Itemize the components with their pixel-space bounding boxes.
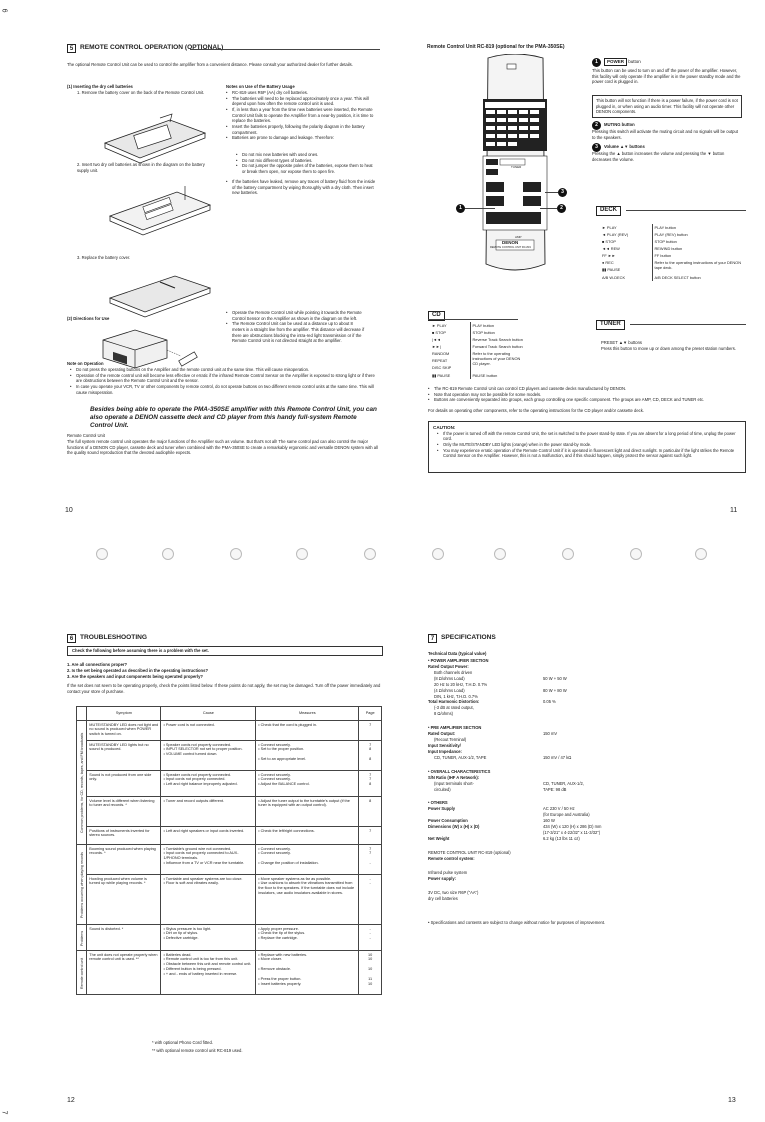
cd-tag: CD bbox=[428, 311, 445, 321]
spec-row bbox=[428, 836, 678, 842]
group-label: Problems bbox=[77, 925, 87, 951]
col-symptom: Symptom bbox=[87, 707, 161, 721]
spec-label: Rated Output Power: bbox=[428, 663, 469, 669]
table-row bbox=[77, 741, 382, 771]
cd-row bbox=[430, 322, 526, 329]
page-number: 11 bbox=[730, 507, 738, 514]
table-header-empty bbox=[77, 707, 87, 721]
deck-row bbox=[600, 224, 745, 231]
spec-label: dry cell batteries bbox=[428, 895, 458, 901]
spec-label: Dimensions (W) x (H) x (D) bbox=[428, 824, 480, 830]
page-cell: 7 8 8 bbox=[359, 741, 382, 771]
page-cell: 7 7 8 bbox=[359, 771, 382, 797]
deck-desc: STOP button bbox=[652, 238, 745, 245]
measure-cell: • Adjust the tuner output to the turntable's output (if the tuner is equipped with an output control). bbox=[256, 797, 359, 827]
footnote-2: ** with optional remote control unit RC-819 used. bbox=[152, 1048, 243, 1053]
spec-label: S/N Ratio (IHF A Network): bbox=[428, 774, 480, 780]
spec-label: Power Consumption bbox=[428, 818, 468, 824]
symptom-cell: Sound is not produced from one side only. bbox=[87, 771, 161, 797]
s5-notes-heading: Notes on Use of the Battery Usage bbox=[226, 84, 295, 89]
note-item: • Batteries are prone to damage and leakage. Therefore: bbox=[226, 135, 376, 141]
s5-step3: 3. Replace the battery cover. bbox=[77, 255, 131, 260]
measure-cell: • Connect securely. • Connect securely. • Adjust the BALANCE control. bbox=[256, 771, 359, 797]
rc-note-item: • The RC-819 Remote Control Unit can control CD players and cassette decks manufactured by DENON. bbox=[428, 386, 746, 392]
measure-cell: • Check that the cord is plugged in. bbox=[256, 721, 359, 741]
deck-row bbox=[600, 252, 745, 259]
measure-cell: • Connect securely. • Set to the proper position. • Set to an appropriate level. bbox=[256, 741, 359, 771]
caution-list bbox=[437, 431, 741, 459]
operation-item: • In case you operate your VCR, TV or other components by remote control, do not operate buttons on two different remote control units at the same time. This will cause misoperation. bbox=[70, 384, 380, 395]
troubleshooting-table bbox=[76, 706, 382, 995]
s6-intro: If the set does not seem to be operating properly, check the points listed below. If these points do not apply, the set may be damaged. Turn off the power immediately and contact your store of purchase. bbox=[67, 683, 381, 694]
table-row bbox=[77, 951, 382, 995]
direction-item: • The Remote Control Unit can be used at a distance up to about 8 meters in a straight line from the amplifier. This distance will decrease if there are obstructions blocking the intra-red light transmission or if the Remote Control Unit is not directed straight at the amplifier. bbox=[226, 321, 366, 344]
cause-cell: • Speaker cords not properly connected. • Input cords not properly connected. • Left and right balance improperly adjusted. bbox=[161, 771, 256, 797]
s5-notes-last-list bbox=[226, 179, 376, 196]
table-row bbox=[77, 925, 382, 951]
page-number-marker-bottom: 7 bbox=[0, 1110, 8, 1115]
cd-row bbox=[430, 350, 526, 357]
table-row bbox=[77, 721, 382, 741]
power-note-box: This button will not function if there is a power failure, if the power cord is not plugged in, or when using an audio timer. This facility will not operate other DENON components. bbox=[592, 95, 742, 118]
callout-1: 1 bbox=[456, 204, 465, 213]
s5-rc-text: The full system remote control unit operates the major functions of the Amplifier such as volume. But that's not all! The same control pad can also control the major functions of a DENON CD player, cassette deck and tuner when combined with the PMA-350SE to create a remarkably ergonomic and versatile DENON system with all the quality sound reproduction that the devoted audiophile expects. bbox=[67, 439, 378, 456]
page-cell: 7 bbox=[359, 721, 382, 741]
power-button-label: POWER bbox=[604, 58, 627, 66]
section-title: REMOTE CONTROL OPERATION (OPTIONAL) bbox=[80, 44, 224, 52]
spec-row bbox=[428, 711, 678, 717]
check-box: Check the following before assuming there is a problem with the set. bbox=[67, 646, 383, 656]
table-row bbox=[77, 827, 382, 845]
note-item: • RC-819 uses R6P (AA) dry cell batteries. bbox=[226, 90, 376, 96]
table-row bbox=[77, 797, 382, 827]
spec-label: (8 Ω/ohms Load) bbox=[434, 675, 465, 681]
spec-value: (for Europe and Australia) bbox=[543, 812, 590, 818]
symptom-cell: Positions of instruments inverted for stereo sources. bbox=[87, 827, 161, 845]
cd-row bbox=[430, 336, 526, 343]
remote-key-amp: AMP bbox=[515, 235, 522, 239]
symptom-cell: MUTE/STANDBY LED lights but no sound is produced. bbox=[87, 741, 161, 771]
page-cell: - - bbox=[359, 875, 382, 925]
deck-key: ■ STOP bbox=[602, 239, 616, 245]
measure-cell: • Check the left/right connections. bbox=[256, 827, 359, 845]
symptom-cell: Howling produced when volume is turned up while playing records. * bbox=[87, 875, 161, 925]
page-cell: 8 bbox=[359, 797, 382, 827]
cd-desc: Forward Track Search button bbox=[470, 343, 526, 350]
deck-row bbox=[600, 231, 745, 238]
spec-value: 50 W + 50 W bbox=[543, 675, 567, 681]
deck-desc: FF button bbox=[652, 252, 745, 259]
power-button-label-row bbox=[604, 58, 641, 66]
page-number: 10 bbox=[65, 507, 73, 514]
symptom-cell: The unit does not operate properly when remote control unit is used. ** bbox=[87, 951, 161, 995]
deck-desc: A/B DECK SELECT button bbox=[652, 274, 745, 281]
spec-value: 6.2 kg (13 lbs 11 oz) bbox=[543, 835, 580, 841]
check-q1: 1. Are all connections proper? bbox=[67, 662, 128, 667]
deck-row bbox=[600, 245, 745, 252]
cd-row bbox=[430, 329, 526, 336]
spec-row bbox=[428, 856, 678, 862]
spec-label: (Input terminals short- bbox=[434, 780, 474, 786]
s5-step2: 2. Insert two dry cell batteries as shown in the diagram on the battery supply unit. bbox=[77, 162, 205, 173]
s5-operation-list bbox=[70, 367, 380, 395]
spec-label: 20 Hz to 20 kHz, T.H.D. 0.7% bbox=[434, 681, 488, 687]
spec-label: • PRE AMPLIFIER SECTION bbox=[428, 725, 482, 731]
deck-desc: Refer to the operating instructions of your DENON tape deck. bbox=[652, 259, 745, 273]
preset-heading: PRESET ▲▼ buttons bbox=[601, 340, 643, 345]
s5-rc-heading: Remote Control Unit bbox=[67, 433, 105, 438]
spec-note: • Specifications and contents are subject to change without notice for purposes of improvement. bbox=[428, 920, 606, 925]
deck-key: ▮▮ PAUSE bbox=[602, 267, 621, 273]
spec-label: Infrared pulse system bbox=[428, 869, 468, 875]
section-title: TROUBLESHOOTING bbox=[80, 634, 148, 642]
volume-text: Pressing the ▲ button increases the volume and pressing the ▼ button decreases the volume. bbox=[592, 151, 725, 162]
rc-other-text: For details on operating other components, refer to the operating instructions for the CD player and/or cassette deck. bbox=[428, 408, 645, 413]
group-label: Remote control unit bbox=[77, 951, 87, 995]
preset-text: Press this button to move up or down among the preset station numbers. bbox=[601, 346, 737, 351]
col-cause: Cause bbox=[161, 707, 256, 721]
page-number: 12 bbox=[67, 1097, 75, 1104]
binder-hole bbox=[230, 548, 242, 560]
caution-box bbox=[428, 421, 746, 473]
symptom-cell: Sound is distorted. * bbox=[87, 925, 161, 951]
deck-key: ● REC bbox=[602, 260, 614, 266]
binder-hole bbox=[296, 548, 308, 560]
measure-cell: • Connect securely. • Connect securely. • Change the position of installation. bbox=[256, 845, 359, 875]
cd-row bbox=[430, 343, 526, 350]
binder-hole bbox=[364, 548, 376, 560]
deck-tag: DECK bbox=[596, 206, 621, 216]
deck-row bbox=[600, 238, 745, 245]
s5-h2: (2) Directions for Use bbox=[67, 316, 110, 321]
table-row bbox=[77, 771, 382, 797]
caution-heading: CAUTION: bbox=[433, 425, 456, 430]
rc-note-item: • Buttons are conveniently separated into groups, each group controlling one specific component. The groups are AMP, CD, DECK and TUNER etc. bbox=[428, 397, 746, 403]
s5-notes-list bbox=[226, 90, 376, 141]
spec-value: AC 230 V / 50 Hz bbox=[543, 806, 575, 812]
muting-heading: MUTING button bbox=[604, 122, 635, 127]
group-label: Common problems, for CD, records, tapes, and FM broadcasts bbox=[77, 721, 87, 845]
caution-item: • If the power is turned off with the remote Control Unit, the set is switched to the power stand-by state. If you are absent for a long period of time, unplug the power cord. bbox=[437, 431, 741, 442]
measure-cell: • Move speaker systems as far as possible. • Use cushions to absorb the vibrations transmitted from the floor to the speakers. If the turntable does not include insulators, use audio insulators available in stores. bbox=[256, 875, 359, 925]
spec-value: (17-3/21" x 4-22/32" x 11-3/32") bbox=[543, 830, 601, 836]
cd-key: ▮▮ PAUSE bbox=[432, 372, 451, 378]
section-number: 5 bbox=[67, 44, 76, 53]
s5-subnotes-list bbox=[236, 152, 376, 175]
cause-cell: • Power cord is not connected. bbox=[161, 721, 256, 741]
spec-label: • OVERALL CHARACTERISTICS bbox=[428, 768, 491, 774]
power-text: This button can be used to turn on and off the power of the amplifier. However, this facility will only operate if the amplifier is in the power standby mode and the power cord is plugged in. bbox=[592, 68, 741, 85]
page-number: 13 bbox=[728, 1097, 736, 1104]
amplifier-with-remote-illustration bbox=[95, 322, 205, 370]
spec-label: • OTHERS bbox=[428, 800, 448, 806]
s5-step1: 1. Remove the battery cover on the back of the Remote Control Unit. bbox=[77, 90, 205, 95]
cd-key: |◄◄ bbox=[432, 337, 441, 343]
spec-label: CD, TUNER, AUX-1/2, TAPE bbox=[434, 754, 487, 760]
cause-cell: • Stylus pressure is too light. • Dirt on tip of stylus. • Defective cartridge. bbox=[161, 925, 256, 951]
binder-hole bbox=[432, 548, 444, 560]
page-cell: 10 10 10 11 10 bbox=[359, 951, 382, 995]
binder-hole bbox=[96, 548, 108, 560]
binder-hole bbox=[630, 548, 642, 560]
spec-label: • POWER AMPLIFIER SECTION bbox=[428, 658, 489, 663]
s5-h1: (1) Inserting the dry cell batteries bbox=[67, 84, 133, 89]
caution-item: • Only the MUTE/STANDBY LED lights (orange) when in the power stand-by mode. bbox=[437, 442, 741, 448]
remote-brand: DENON bbox=[502, 240, 519, 245]
callout-3-marker: 3 bbox=[592, 143, 601, 152]
cd-desc: PAUSE button bbox=[470, 372, 526, 379]
cd-desc: STOP button bbox=[470, 329, 526, 336]
battery-cover-replace-illustration bbox=[105, 268, 215, 318]
section-6-heading bbox=[67, 634, 147, 643]
caution-item: • You may experience erratic operation of the Remote Control Unit if it is operated in fluorescent light and direct sunlight. In particular if the light strikes the Remote Control Sensor on the Amplifier. However, this is not a malfunction, and if this should happen, simply protect the sensor against such light. bbox=[437, 448, 741, 459]
footnote-1: * with optional Phono Cord fitted. bbox=[152, 1040, 213, 1045]
binder-hole bbox=[494, 548, 506, 560]
col-measures: Measures bbox=[256, 707, 359, 721]
cause-cell: • Batteries dead. • Remote control unit is too far from this unit. • Obstacle between this unit and remote control unit. • Different button is being pressed. • + and - ends of battery inserted in reverse. bbox=[161, 951, 256, 995]
spec-label: Remote control system: bbox=[428, 855, 475, 861]
subnote-item: • Do not jumper the opposite poles of the batteries, expose them to heat or break them open, nor expose them to open fire. bbox=[236, 163, 376, 174]
deck-desc: REWIND button bbox=[652, 245, 745, 252]
callout-3: 3 bbox=[558, 188, 567, 197]
battery-insert-illustration bbox=[105, 178, 215, 240]
rc-note-item: • Note that operation may not be possible for some models. bbox=[428, 392, 746, 398]
cd-key: RANDOM bbox=[432, 351, 450, 357]
cause-cell: • Turntable's ground wire not connected. • Input cords not properly connected to AUX-1/PHONO terminals. • Influence from a TV or VCR near the turntable. bbox=[161, 845, 256, 875]
binder-hole bbox=[695, 548, 707, 560]
section-number: 7 bbox=[428, 634, 437, 643]
spec-row bbox=[428, 876, 678, 882]
subnote-item: • Do not mix new batteries with used ones. bbox=[236, 152, 376, 158]
measure-cell: • Apply proper pressure. • Check the tip of the stylus. • Replace the cartridge. bbox=[256, 925, 359, 951]
s5-operation-heading: Note on Operation bbox=[67, 361, 104, 366]
symptom-cell: Booming sound produced when playing records. * bbox=[87, 845, 161, 875]
spec-row bbox=[428, 896, 678, 902]
section-number: 6 bbox=[67, 634, 76, 643]
note-item: • If, in less than a year from the time new batteries were inserted, the Remote Control Unit fails to operate the Amplifier from a near-by position, it is time to replace the batteries. bbox=[226, 107, 376, 124]
spec-label: Input Sensitivity/ bbox=[428, 742, 461, 748]
spec-label: Power supply: bbox=[428, 875, 456, 881]
spec-value: 150 mV / 47 kΩ bbox=[543, 754, 572, 760]
symptom-cell: Volume level is different when listening to tuner and records. * bbox=[87, 797, 161, 827]
cd-desc: PLAY button bbox=[470, 322, 526, 329]
s5-directions-list bbox=[226, 310, 366, 344]
deck-table bbox=[600, 224, 745, 281]
deck-key: ◄◄ REW bbox=[602, 246, 620, 252]
col-page: Page bbox=[359, 707, 382, 721]
spec-label: Power Supply bbox=[428, 806, 456, 812]
note-item: • Insert the batteries properly, following the polarity diagram in the battery compartment. bbox=[226, 124, 376, 135]
cd-desc: Reverse Track Search button bbox=[470, 336, 526, 343]
tuner-tag: TUNER bbox=[596, 320, 625, 330]
callout-1-marker: 1 bbox=[592, 58, 601, 67]
table-header-row bbox=[77, 707, 382, 721]
binder-hole bbox=[162, 548, 174, 560]
cause-cell: • Tuner and record outputs different. bbox=[161, 797, 256, 827]
deck-desc: PLAY (REV) button bbox=[652, 231, 745, 238]
cause-cell: • Left and right speakers or input cords inverted. bbox=[161, 827, 256, 845]
spec-label: Total Harmonic Distortion: bbox=[428, 699, 480, 705]
cd-key: ■ STOP bbox=[432, 330, 446, 336]
group-label: Problems occurring when playing records bbox=[77, 845, 87, 925]
deck-key: ► PLAY bbox=[602, 225, 617, 230]
measure-cell: • Replace with new batteries. • Move closer. • Remove obstacle. • Press the proper button. • Insert batteries properly. bbox=[256, 951, 359, 995]
callout-2-marker: 2 bbox=[592, 121, 601, 130]
direction-item: • Operate the Remote Control Unit while pointing it towards the Remote Control Sensor on the Amplifier as shown in the diagram on the left. bbox=[226, 310, 366, 321]
spec-row bbox=[428, 755, 678, 761]
cd-key: ► PLAY bbox=[432, 323, 447, 328]
symptom-cell: MUTE/STANDBY LED does not light and no sound is produced when POWER switch is turned on. bbox=[87, 721, 161, 741]
note-item: • The batteries will need to be replaced approximately once a year. This will depend upon how often the remote control unit is used. bbox=[226, 96, 376, 107]
operation-item: • Operation of the remote control unit will become less effective or erratic if the infrared Remote Control Sensor on the Amplifier is exposed to strong light or if there are obstructions between the Remote Control Unit and the sensor. bbox=[70, 373, 380, 384]
volume-heading: Volume ▲▼ buttons bbox=[604, 144, 645, 149]
remote-battery-cover-illustration bbox=[100, 108, 210, 168]
deck-key: ◄ PLAY (REV) bbox=[602, 232, 629, 238]
spec-label: (Recout Terminal) bbox=[434, 737, 467, 743]
s5-headline: Besides being able to operate the PMA-350SE amplifier with this Remote Control Unit, you can also operate a DENON cassette deck and CD player from this handy full-system Remote Control Unit. bbox=[90, 406, 377, 429]
remote-key-tuner: TUNER bbox=[511, 165, 522, 169]
spec-list bbox=[428, 658, 678, 901]
spec-value: 160 W bbox=[543, 818, 555, 824]
spec-value: TAPE: 98 dB bbox=[543, 786, 567, 792]
deck-desc: PLAY button bbox=[652, 224, 745, 231]
muting-text: Pressing this switch will activate the muting circuit and no signals will be output to the speakers. bbox=[592, 129, 738, 140]
check-q2: 2. Is the set being operated as described in the operating instructions? bbox=[67, 668, 209, 673]
s5-intro: The optional Remote Control Unit can be used to control the amplifier from a convenient distance. Please consult your authorized dealer for further details. bbox=[67, 62, 353, 67]
rc-title: Remote Control Unit RC-819 (optional for the PMA-350SE) bbox=[427, 44, 565, 50]
rc-notes-list bbox=[428, 386, 746, 403]
table-row bbox=[77, 875, 382, 925]
callout-2: 2 bbox=[557, 204, 566, 213]
spec-label: circuited) bbox=[434, 786, 451, 792]
spec-label: (4 Ω/ohms Load) bbox=[434, 687, 465, 693]
section-title: SPECIFICATIONS bbox=[441, 634, 496, 642]
spec-row bbox=[428, 787, 678, 793]
spec-label: (-3 dB at rated output, bbox=[434, 705, 474, 711]
deck-row bbox=[600, 259, 745, 266]
spec-label: 3V DC, two size R6P ("AA") bbox=[428, 889, 479, 895]
subnote-item: • Do not mix different types of batteries. bbox=[236, 158, 376, 164]
remote-model: REMOTE CONTROL UNIT RC-819 bbox=[490, 246, 531, 249]
cause-cell: • Speaker cords not properly connected. • INPUT SELECTOR not set to proper position. • VOLUME control turned down. bbox=[161, 741, 256, 771]
spec-value: 0.05 % bbox=[543, 699, 556, 705]
check-q3: 3. Are the speakers and input components being operated properly? bbox=[67, 674, 203, 679]
spec-label: Rated Output: bbox=[428, 731, 456, 737]
spec-value: CD, TUNER, AUX-1/2, bbox=[543, 780, 584, 786]
cd-key: ►►| bbox=[432, 344, 441, 350]
cause-cell: • Turntable and speaker systems are too close. • Floor is soft and vibrates easily. bbox=[161, 875, 256, 925]
spec-label: Net Weight bbox=[428, 835, 450, 841]
binder-hole bbox=[562, 548, 574, 560]
cd-desc: Refer to the operating instructions of your DENON CD player. bbox=[470, 350, 526, 371]
deck-key: A/B W-DECK bbox=[602, 274, 626, 280]
section-7-heading bbox=[428, 634, 496, 643]
spec-value: 434 (W) x 120 (H) x 286 (D) mm bbox=[543, 824, 602, 830]
deck-row bbox=[600, 274, 745, 281]
page-cell: 7 7 - bbox=[359, 845, 382, 875]
spec-label: Input Impedance: bbox=[428, 748, 462, 754]
spec-label: Both channels driven bbox=[434, 669, 473, 675]
power-button-word: button bbox=[628, 59, 641, 64]
remote-key-preset: PRESET bbox=[488, 165, 501, 169]
spec-label: REMOTE CONTROL UNIT RC-819 (optional) bbox=[428, 849, 511, 855]
table-row bbox=[77, 845, 382, 875]
cd-key: DISC SKIP bbox=[432, 365, 452, 371]
cd-table bbox=[430, 322, 526, 379]
spec-value: 80 W + 80 W bbox=[543, 687, 567, 693]
cd-key: REPEAT bbox=[432, 358, 448, 364]
page-cell: - - - bbox=[359, 925, 382, 951]
deck-key: FF ►► bbox=[602, 253, 616, 259]
page-number-marker-top: 6 bbox=[0, 8, 8, 13]
spec-value: 150 mV bbox=[543, 731, 558, 737]
cd-row bbox=[430, 372, 526, 379]
spec-label: 8 Ω/ohms) bbox=[434, 711, 453, 717]
operation-item: • Do not press the operating buttons on the Amplifier and the remote control unit at the same time. This will cause misoperation. bbox=[70, 367, 380, 373]
spec-label: DIN, 1 kHz, T.H.D. 0.7% bbox=[434, 693, 478, 699]
note-item-last: • If the batteries have leaked, remove any traces of battery fluid from the inside of the battery compartment by wiping thoroughly with a dry cloth. Then insert new batteries. bbox=[226, 179, 376, 196]
page-cell: 7 bbox=[359, 827, 382, 845]
spec-technical-data: Technical Data (typical value) bbox=[428, 651, 487, 656]
